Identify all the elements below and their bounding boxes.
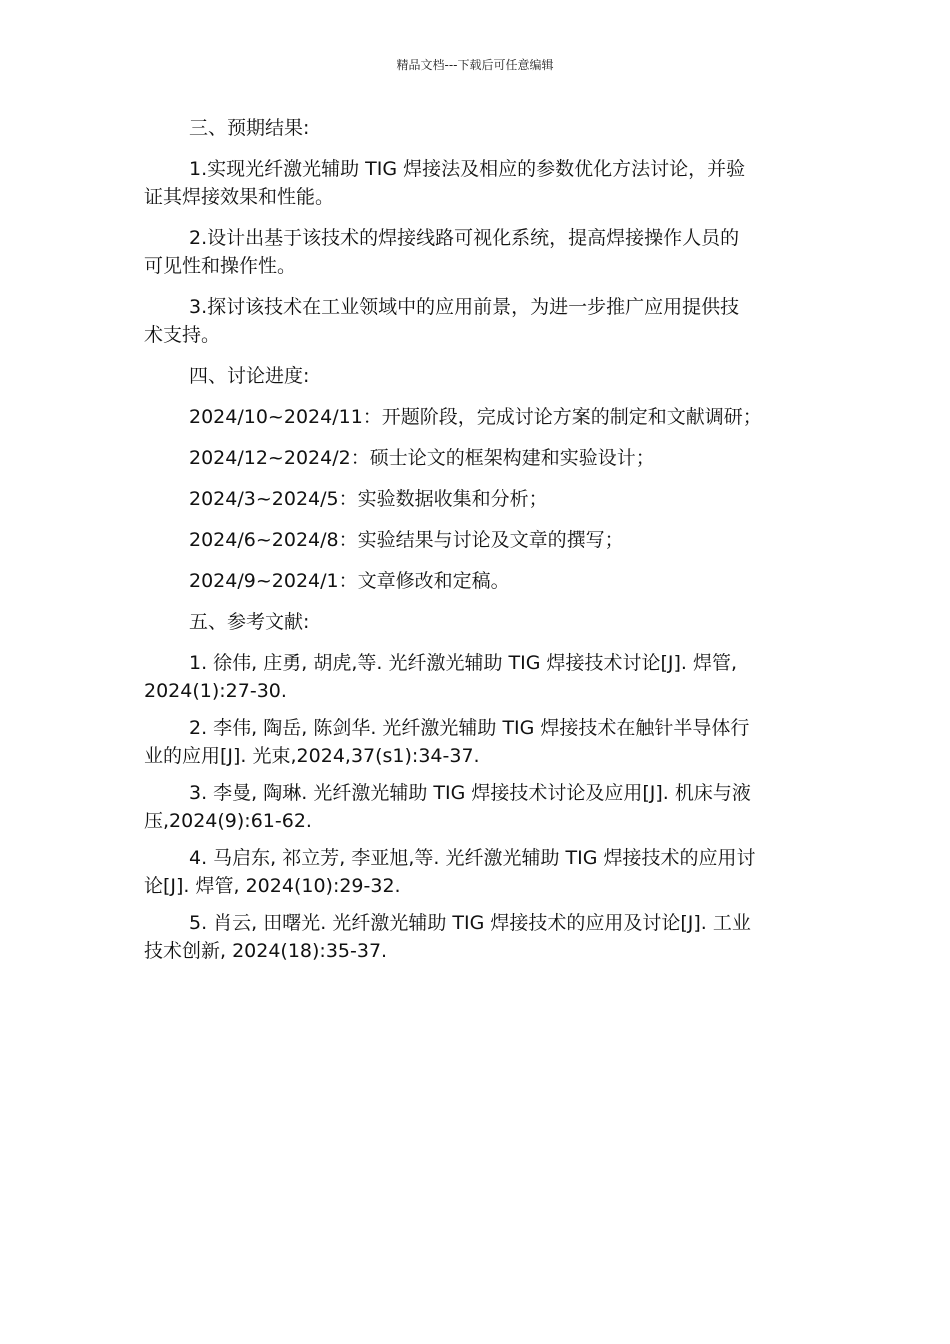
reference-item-3-line2: 压,2024(9):61-62. xyxy=(144,810,312,832)
reference-item-2-line1: 2. 李伟, 陶岳, 陈剑华. 光纤激光辅助 TIG 焊接技术在触针半导体行 xyxy=(189,717,750,739)
expected-result-item-3 xyxy=(144,293,808,349)
expected-result-item-2 xyxy=(144,224,808,280)
reference-item-2 xyxy=(144,714,808,770)
reference-item-5-line2: 技术创新, 2024(18):35-37. xyxy=(144,940,388,962)
schedule-item-1: 2024/10~2024/11：开题阶段，完成讨论方案的制定和文献调研； xyxy=(189,406,762,428)
reference-item-5 xyxy=(144,909,808,965)
expected-result-item-2-line2: 可见性和操作性。 xyxy=(144,255,297,277)
schedule-item-4: 2024/6~2024/8：实验结果与讨论及文章的撰写； xyxy=(189,529,624,551)
section-heading-expected-results: 三、预期结果: xyxy=(189,117,310,139)
reference-item-2-line2: 业的应用[J]. 光束,2024,37(s1):34-37. xyxy=(144,745,480,767)
section-heading-schedule: 四、讨论进度: xyxy=(189,365,310,387)
reference-item-1-line1: 1. 徐伟, 庄勇, 胡虎,等. 光纤激光辅助 TIG 焊接技术讨论[J]. 焊管, xyxy=(189,652,738,674)
reference-item-3-line1: 3. 李曼, 陶琳. 光纤激光辅助 TIG 焊接技术讨论及应用[J]. 机床与液 xyxy=(189,782,751,804)
schedule-item-3: 2024/3~2024/5：实验数据收集和分析； xyxy=(189,488,548,510)
schedule-item-2: 2024/12~2024/2：硕士论文的框架构建和实验设计； xyxy=(189,447,655,469)
expected-result-item-3-line1: 3.探讨该技术在工业领域中的应用前景，为进一步推广应用提供技 xyxy=(189,296,740,318)
expected-result-item-3-line2: 术支持。 xyxy=(144,324,221,346)
expected-result-item-1-line2: 证其焊接效果和性能。 xyxy=(144,186,335,208)
reference-item-3 xyxy=(144,779,808,835)
expected-result-item-1 xyxy=(144,155,808,211)
section-heading-references: 五、参考文献: xyxy=(189,611,310,633)
reference-item-1-line2: 2024(1):27-30. xyxy=(144,680,287,702)
page-header: 精品文档---下载后可任意编辑 xyxy=(396,58,554,72)
reference-item-4 xyxy=(144,844,808,900)
reference-item-4-line2: 论[J]. 焊管, 2024(10):29-32. xyxy=(144,875,401,897)
expected-result-item-1-line1: 1.实现光纤激光辅助 TIG 焊接法及相应的参数优化方法讨论，并验 xyxy=(189,158,746,180)
schedule-item-5: 2024/9~2024/1：文章修改和定稿。 xyxy=(189,570,510,592)
expected-result-item-2-line1: 2.设计出基于该技术的焊接线路可视化系统，提高焊接操作人员的 xyxy=(189,227,740,249)
reference-item-4-line1: 4. 马启东, 祁立芳, 李亚旭,等. 光纤激光辅助 TIG 焊接技术的应用讨 xyxy=(189,847,756,869)
reference-item-5-line1: 5. 肖云, 田曙光. 光纤激光辅助 TIG 焊接技术的应用及讨论[J]. 工业 xyxy=(189,912,751,934)
reference-item-1 xyxy=(144,649,808,705)
document-body xyxy=(144,114,808,974)
